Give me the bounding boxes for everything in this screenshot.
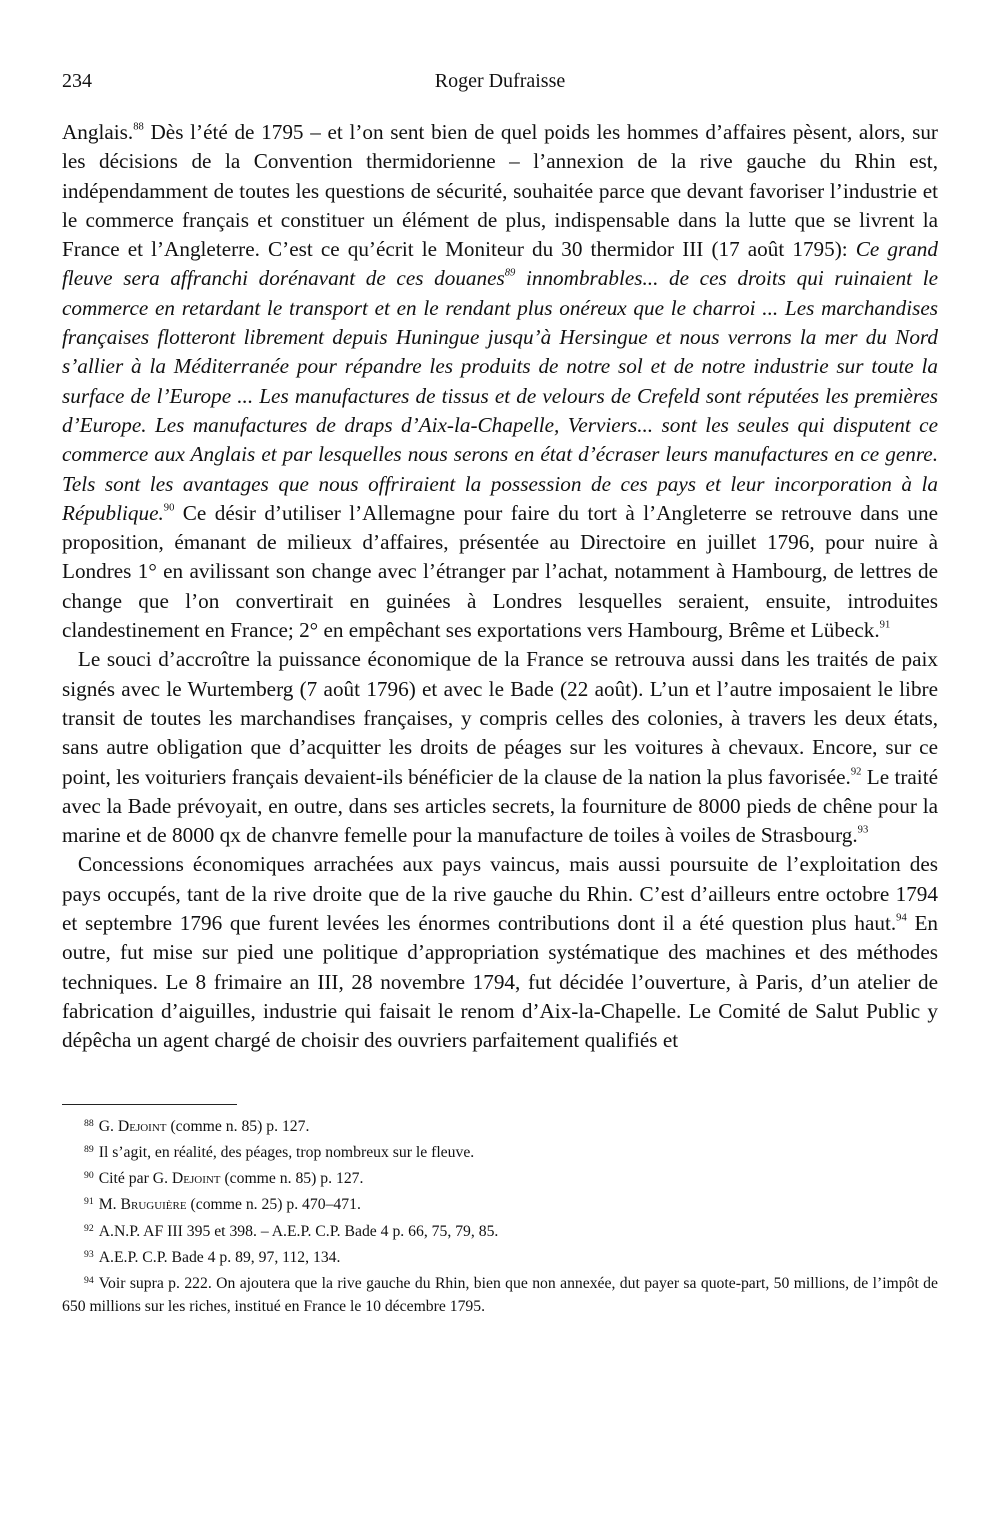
text-run: (comme n. 85) p. 127.	[166, 1117, 310, 1135]
footnote-ref: 90	[163, 502, 175, 514]
page-header	[62, 68, 938, 104]
text-run: Cité par G.	[98, 1169, 172, 1187]
running-head: Roger Dufraisse	[434, 70, 566, 92]
text-run: Concessions économiques arrachées aux pays vaincus, mais aussi poursuite de l’exploitation des pays occupés, tant de la rive droite que de la rive gauche du Rhin. C’est d’ailleurs entre octobre 1794 et septembre 1796 que furent levées les énormes contributions dont il a été question plus haut.	[62, 852, 938, 936]
footnote-ref: 92	[850, 766, 862, 777]
footnote	[62, 1112, 938, 1138]
author-name: Dejoint	[117, 1117, 167, 1135]
footnote	[62, 1138, 938, 1164]
footnote	[62, 1269, 938, 1319]
text-run: (comme n. 25) p. 470–471.	[186, 1196, 361, 1214]
text-run: Le souci d’accroître la puissance économique de la France se retrouva aussi dans les traités de paix signés avec le Wurtemberg (7 août 1796) et avec le Bade (22 août). L’un et l’autre imposaient le libre transit de toutes les marchandises françaises, y compris celles des colonies, à travers les deux états, sans autre obligation que d’acquitter les droits de péages sur les voitures à chevaux. Encore, sur ce point, les voituriers français devaient-ils bénéficier de la clause de la nation la plus favorisée.	[62, 647, 938, 789]
text-run: A.E.P. C.P. Bade 4 p. 89, 97, 112, 134.	[98, 1248, 341, 1266]
footnote-ref: 94	[896, 912, 907, 924]
footnote-ref: 89	[504, 267, 516, 279]
footnote-number: 90	[84, 1170, 94, 1182]
author-name: Dejoint	[171, 1169, 221, 1187]
footnote	[62, 1164, 938, 1190]
footnote	[62, 1243, 938, 1269]
footnote-divider	[62, 1104, 237, 1105]
text-run: (comme n. 85) p. 127.	[220, 1169, 364, 1187]
footnote-ref: 88	[133, 121, 144, 133]
footnote-number: 91	[84, 1196, 94, 1208]
text-run: A.N.P. AF III 395 et 398. – A.E.P. C.P. Bade 4 p. 66, 75, 79, 85.	[98, 1222, 499, 1240]
document-page	[62, 68, 938, 1319]
author-name: Bruguière	[120, 1196, 187, 1214]
quoted-text: Ce grand fleuve sera affranchi dorénavant de ces douanes	[62, 237, 938, 291]
quoted-text: innombrables... de ces droits qui ruinaient le commerce en retardant le transport et en le rendant plus onéreux que le charroi ... Les marchandises françaises flotteront librement depuis Huningue jusqu’à Hersingue et nous verrons la mer du Nord s’allier à la Méditerranée pour répandre les produits de notre sol et de notre industrie sur toute la surface de l’Europe ... Les manufactures de tissus et de velours de Crefeld sont réputées les premières d’Europe. Les manufactures de draps d’Aix-la-Chapelle, Verviers... sont les seules qui disputent ce commerce aux Anglais et par lesquelles nous serons en état d’écraser leurs manufactures en ce genre. Tels sont les avantages que nous offriraient la possession de ces pays et leur incorporation à la République.	[62, 266, 938, 525]
footnote-ref: 91	[879, 619, 891, 631]
footnotes	[62, 1112, 938, 1319]
footnote-number: 88	[84, 1117, 94, 1129]
text-run: En outre, fut mise sur pied une politique d’appropriation systématique des machines et des méthodes techniques. Le 8 frimaire an III, 28 novembre 1794, fut décidée l’ouverture, à Paris, d’un atelier de fabrication d’aiguilles, industrie qui faisait le renom d’Aix-la-Chapelle. Le Comité de Salut Public y dépêcha un agent chargé de choisir des ouvriers parfaitement qualifiés et	[62, 911, 938, 1053]
paragraph	[62, 850, 938, 1055]
text-run: Il s’agit, en réalité, des péages, trop nombreux sur le fleuve.	[98, 1143, 475, 1161]
footnote-number: 92	[84, 1222, 94, 1234]
paragraph	[62, 645, 938, 850]
text-run: Le traité avec la Bade prévoyait, en outre, dans ses articles secrets, la fourniture de 8000 pieds de chêne pour la marine et de 8000 qx de chanvre femelle pour la manufacture de toiles à voiles de Strasbourg.	[62, 764, 938, 848]
footnote-number: 89	[84, 1143, 94, 1155]
text-run: M.	[98, 1196, 121, 1214]
text-run: Dès l’été de 1795 – et l’on sent bien de quel poids les hommes d’affaires pèsent, alors, sur les décisions de la Convention thermidorienne – l’annexion de la rive gauche du Rhin est, indépendamment de toutes les questions de sécurité, souhaitée parce que devant favoriser l’industrie et le commerce français et constituer un élément de plus, indispensable dans la lutte que se livrent la France et l’Angleterre. C’est ce qu’écrit le Moniteur du 30 thermidor III (17 août 1795):	[62, 120, 938, 262]
footnote	[62, 1217, 938, 1243]
text-run: G.	[98, 1117, 118, 1135]
footnote-ref: 93	[857, 824, 869, 836]
footnote-number: 94	[84, 1275, 94, 1287]
footnote	[62, 1190, 938, 1216]
footnote-number: 93	[84, 1248, 94, 1260]
paragraph	[62, 118, 938, 645]
text-run: Voir supra p. 222. On ajoutera que la rive gauche du Rhin, bien que non annexée, dut payer sa quote-part, 50 millions, de l’impôt de 650 millions sur les riches, institué en France le 10 décembre 1795.	[62, 1274, 938, 1316]
page-number: 234	[62, 70, 92, 92]
body-text	[62, 118, 938, 1056]
text-run: Anglais.	[62, 120, 134, 144]
text-run: Ce désir d’utiliser l’Allemagne pour faire du tort à l’Angleterre se retrouve dans une proposition, émanant de milieux d’affaires, présentée au Directoire en juillet 1796, pour nuire à Londres 1° en avilissant son change avec l’étranger par l’achat, notamment à Hambourg, de lettres de change que l’on convertirait en guinées à Londres lesquelles seraient, ensuite, introduites clandestinement en France; 2° en empêchant ses exportations vers Hambourg, Brême et Lübeck.	[62, 500, 938, 643]
